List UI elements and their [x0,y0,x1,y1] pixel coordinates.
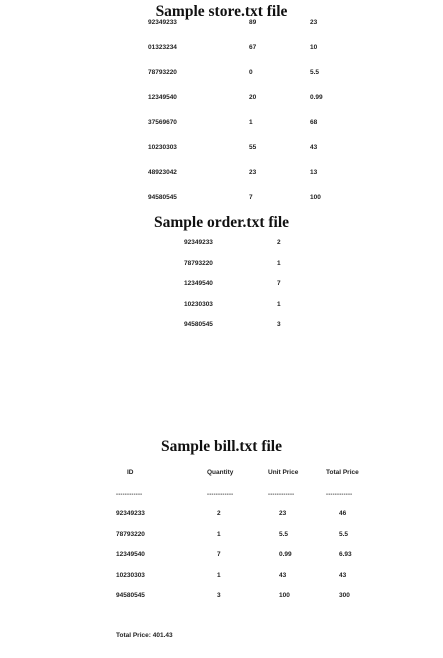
store-cell: 78793220 [148,69,177,76]
order-cell: 7 [277,280,281,287]
bill-separator-unit-price: ------------ [268,492,295,498]
store-row [0,167,443,179]
store-cell: 1 [249,119,253,126]
bill-cell: 7 [217,551,221,558]
bill-title: Sample bill.txt file [161,438,282,455]
bill-row [0,529,443,541]
bill-separator-total-price: ------------ [326,492,353,498]
bill-row [0,590,443,602]
bill-header-total-price: Total Price [326,469,359,476]
bill-cell: 3 [217,592,221,599]
bill-row [0,508,443,520]
order-row [0,258,443,270]
bill-cell: 300 [339,592,350,599]
store-cell: 55 [249,144,257,151]
bill-total-price: Total Price: 401.43 [116,632,173,639]
order-cell: 1 [277,259,281,267]
store-cell: 01323234 [148,44,177,51]
bill-cell: 1 [217,530,221,538]
order-row [0,299,443,311]
order-row [0,319,443,331]
store-cell: 5.5 [310,69,320,76]
order-row [0,278,443,290]
bill-cell: 46 [339,510,347,517]
order-title: Sample order.txt file [153,214,290,231]
order-cell: 92349233 [184,239,213,246]
bill-cell: 92349233 [116,510,145,517]
bill-header-unit-price: Unit Price [268,469,299,476]
store-cell: 37569670 [148,119,177,126]
bill-header-row [0,467,443,479]
bill-header-quantity: Quantity [207,469,234,476]
order-cell: 1 [277,300,281,308]
order-cell: 2 [277,239,281,246]
store-cell: 23 [249,169,257,176]
bill-cell: 6.93 [339,551,352,558]
bill-cell: 0.99 [279,551,292,558]
bill-row [0,570,443,582]
store-cell: 13 [310,169,318,176]
store-cell: 68 [310,119,318,126]
store-cell: 23 [310,19,318,26]
bill-cell: 78793220 [116,530,145,538]
store-cell: 94580545 [148,194,177,201]
bill-cell: 100 [279,592,290,599]
order-cell: 10230303 [184,300,213,308]
store-cell: 0 [249,69,253,76]
store-cell: 0.99 [310,94,323,101]
store-row [0,117,443,129]
bill-cell: 94580545 [116,592,145,599]
store-cell: 12349540 [148,94,177,101]
bill-separator-row [0,489,443,501]
bill-row [0,549,443,561]
store-row [0,17,443,29]
bill-cell: 23 [279,510,287,517]
store-cell: 89 [249,19,257,26]
bill-cell: 2 [217,510,221,517]
store-cell: 43 [310,144,318,151]
store-cell: 10230303 [148,144,177,151]
order-cell: 3 [277,321,281,328]
store-cell: 7 [249,194,253,201]
store-row [0,67,443,79]
bill-cell: 10230303 [116,571,145,579]
store-row [0,92,443,104]
bill-cell: 12349540 [116,551,145,558]
order-row [0,237,443,249]
bill-cell: 5.5 [339,530,349,538]
bill-cell: 5.5 [279,530,289,538]
store-cell: 100 [310,194,321,201]
store-cell: 67 [249,44,257,51]
bill-cell: 43 [279,571,287,579]
bill-separator-quantity: ------------ [207,492,234,498]
store-cell: 20 [249,94,257,101]
store-cell: 10 [310,44,318,51]
store-cell: 48923042 [148,169,177,176]
order-cell: 94580545 [184,321,213,328]
store-row [0,42,443,54]
order-cell: 12349540 [184,280,213,287]
bill-cell: 1 [217,571,221,579]
bill-cell: 43 [339,571,347,579]
store-cell: 92349233 [148,19,177,26]
bill-separator-id: ------------ [116,492,143,498]
order-cell: 78793220 [184,259,213,267]
bill-header-id: ID [127,469,134,476]
store-title: Sample store.txt file [155,3,288,20]
store-row [0,142,443,154]
store-row [0,192,443,204]
